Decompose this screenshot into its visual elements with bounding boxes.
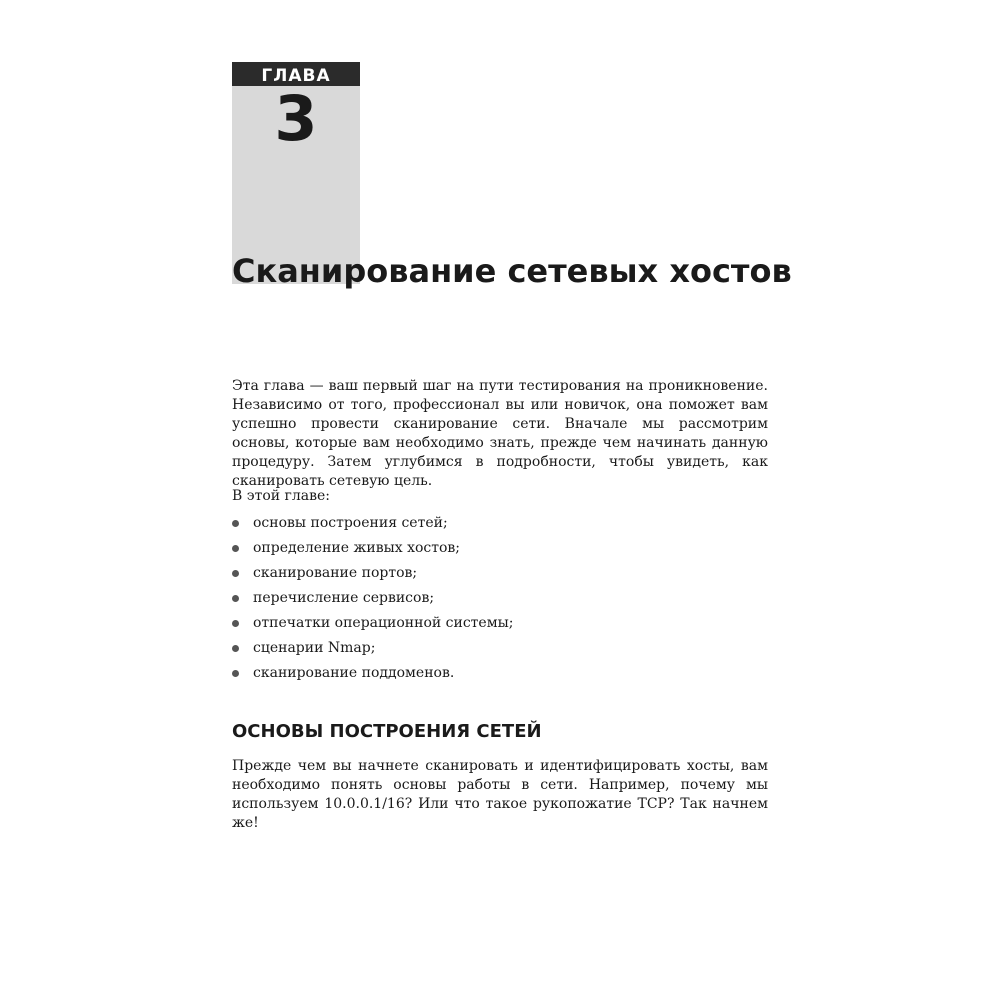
list-item xyxy=(232,514,513,539)
list-item xyxy=(232,539,513,564)
bullet-icon xyxy=(232,570,239,577)
topics-list xyxy=(232,514,513,689)
bullet-icon xyxy=(232,645,239,652)
list-item xyxy=(232,639,513,664)
list-item xyxy=(232,664,513,689)
topic-text: определение живых хостов; xyxy=(253,540,461,556)
bullet-icon xyxy=(232,520,239,527)
chapter-number: 3 xyxy=(274,82,318,155)
bullet-icon xyxy=(232,670,239,677)
topic-text: сканирование портов; xyxy=(253,565,418,581)
intro-paragraph: Эта глава — ваш первый шаг на пути тестирования на проникновение. Независимо от того, профессионал вы или новичок, она поможет вам успешно провести сканирование сети. Вначале мы рассмотрим основы, которые вам необходимо знать, прежде чем начинать данную процедуру. Затем углубимся в подробности, чтобы увидеть, как сканировать сетевую цель. xyxy=(232,378,768,489)
list-item xyxy=(232,564,513,589)
topic-text: перечисление сервисов; xyxy=(253,590,435,606)
topic-text: отпечатки операционной системы; xyxy=(253,615,514,631)
list-item xyxy=(232,614,513,639)
topics-intro: В этой главе: xyxy=(232,488,330,504)
chapter-title: Сканирование сетевых хостов xyxy=(232,252,792,290)
section-paragraph: Прежде чем вы начнете сканировать и идентифицировать хосты, вам необходимо понять основы работы в сети. Например, почему мы используем 10.0.0.1/16? Или что такое рукопожатие TCP? Так начнем же! xyxy=(232,758,768,831)
section-heading: ОСНОВЫ ПОСТРОЕНИЯ СЕТЕЙ xyxy=(232,721,542,742)
list-item xyxy=(232,589,513,614)
topic-text: сценарии Nmap; xyxy=(253,640,376,656)
chapter-label: ГЛАВА xyxy=(232,62,360,86)
topic-text: сканирование поддоменов. xyxy=(253,665,455,681)
topic-text: основы построения сетей; xyxy=(253,515,448,531)
bullet-icon xyxy=(232,595,239,602)
bullet-icon xyxy=(232,620,239,627)
bullet-icon xyxy=(232,545,239,552)
